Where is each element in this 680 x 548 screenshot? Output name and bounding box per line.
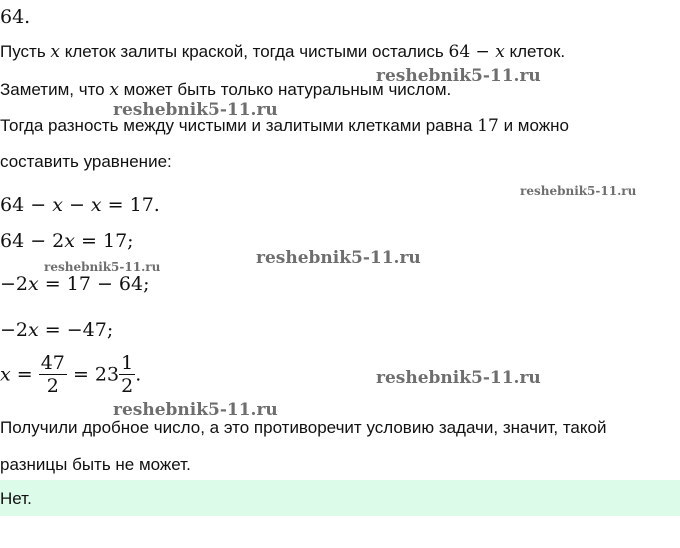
variable-x: x [0, 363, 11, 386]
text-segment: Заметим, что [0, 80, 110, 99]
problem-number: 64. [0, 6, 31, 28]
math-part: = 23 [66, 363, 120, 386]
equation-4 [0, 319, 113, 341]
number-17: 17 [477, 116, 499, 136]
fraction-1-2 [119, 352, 135, 397]
watermark: reshebnik5-11.ru [376, 66, 541, 86]
text-segment: и можно [498, 116, 569, 135]
answer-text: Нет. [0, 489, 32, 508]
text-segment: клеток. [504, 42, 566, 61]
watermark: reshebnik5-11.ru [256, 248, 421, 268]
variable-x: x [28, 319, 39, 341]
variable-x: x [64, 230, 75, 252]
math-part: −2 [0, 273, 29, 295]
text-line-1 [0, 42, 565, 62]
fraction-47-2 [39, 352, 67, 397]
math-part: − [62, 194, 91, 216]
equation-2 [0, 230, 134, 252]
math-part: −2 [0, 319, 29, 341]
variable-x: x [52, 194, 63, 216]
variable-x: x [109, 80, 119, 100]
conclusion-line-1: Получили дробное число, а это противоречит условию задачи, значит, такой [0, 418, 607, 437]
answer-box [0, 480, 680, 516]
math-expression: 64 − [448, 42, 496, 62]
math-part: . [135, 363, 142, 386]
watermark: reshebnik5-11.ru [113, 400, 278, 420]
fraction-numerator: 47 [40, 352, 65, 374]
math-part: = 17. [101, 194, 160, 216]
fraction-denominator: 2 [46, 375, 59, 397]
variable-x: x [90, 194, 102, 216]
text-line-4: составить уравнение: [0, 152, 172, 171]
equation-3 [0, 273, 150, 295]
text-segment: может быть только натуральным числом. [118, 80, 452, 99]
math-part: = 17; [74, 230, 134, 252]
variable-x: x [28, 273, 39, 295]
math-part: 64 − 2 [0, 230, 65, 252]
watermark: reshebnik5-11.ru [520, 184, 637, 198]
equation-1 [0, 194, 160, 216]
watermark: reshebnik5-11.ru [376, 368, 541, 388]
watermark: reshebnik5-11.ru [44, 260, 161, 274]
fraction-numerator: 1 [121, 352, 134, 374]
text-segment: клеток залиты краской, тогда чистыми остались [60, 42, 449, 61]
text-line-3 [0, 116, 569, 136]
math-part: 64 − [0, 194, 53, 216]
watermark: reshebnik5-11.ru [113, 100, 278, 120]
variable-x: x [495, 42, 505, 62]
fraction-denominator: 2 [121, 375, 134, 397]
math-part: = [10, 363, 39, 386]
text-segment: Тогда разность между чистыми и залитыми клетками равна [0, 116, 478, 135]
variable-x: x [50, 42, 60, 62]
text-segment: Пусть [0, 42, 51, 61]
text-line-2 [0, 80, 451, 100]
math-part: = −47; [38, 319, 114, 341]
conclusion-line-2: разницы быть не может. [0, 455, 191, 474]
math-part: = 17 − 64; [38, 273, 150, 295]
equation-5 [0, 352, 141, 397]
